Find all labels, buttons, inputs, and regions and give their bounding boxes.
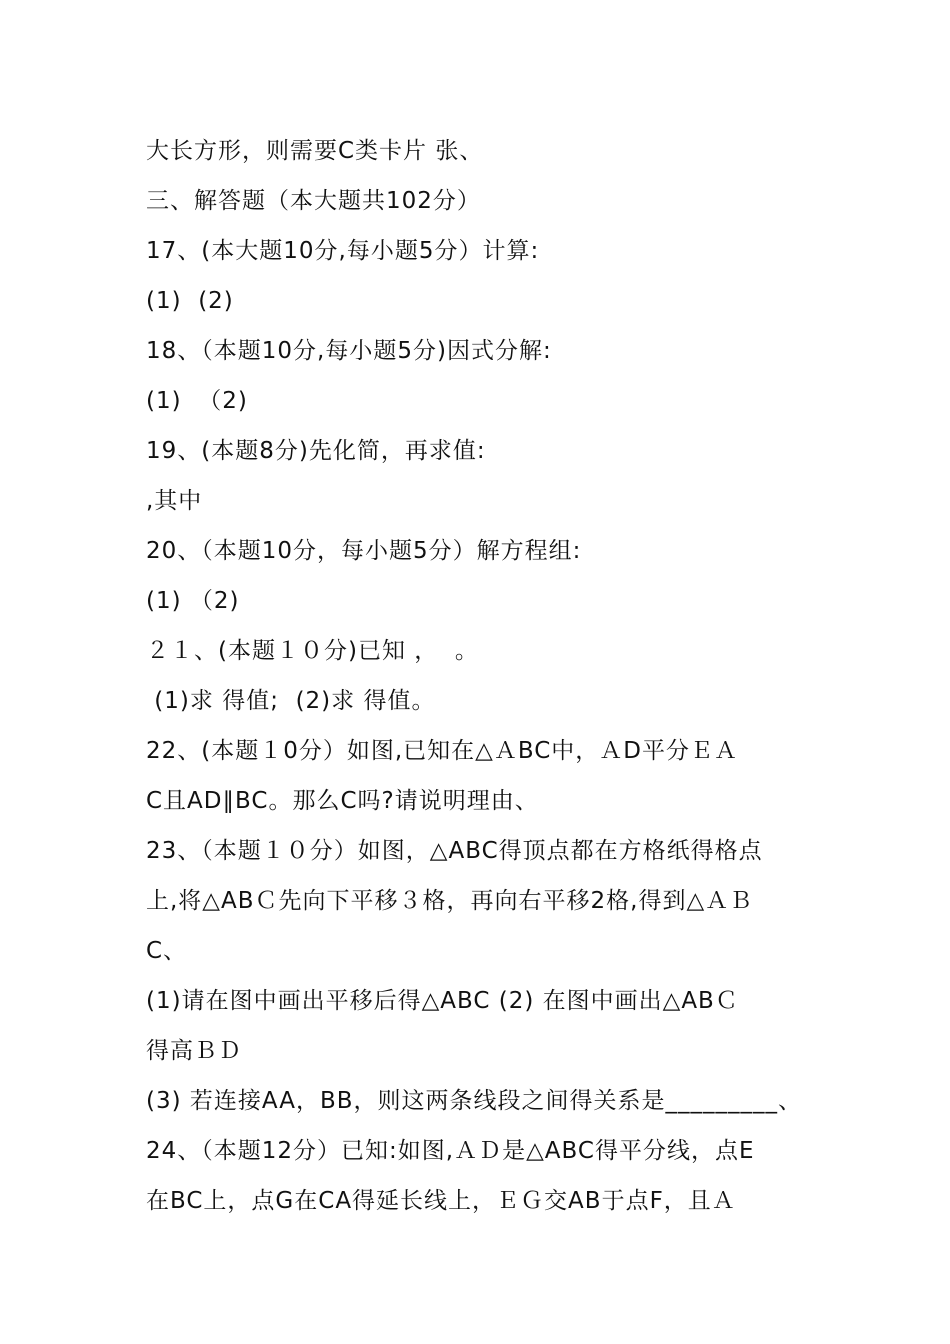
- question-21: ２１、(本题１０分)已知 ， 。: [146, 638, 479, 664]
- question-23-parts-continued: 得高ＢＤ: [146, 1038, 242, 1064]
- question-23-parts: (1)请在图中画出平移后得△ABC (2) 在图中画出△ABＣ: [146, 988, 739, 1014]
- text-line: 大长方形，则需要C类卡片 张、: [146, 138, 484, 164]
- question-20: 20、（本题10分，每小题5分）解方程组:: [146, 538, 582, 564]
- question-24-continued: 在BC上，点G在CA得延长线上，ＥＧ交AB于点F，且Ａ: [146, 1188, 736, 1214]
- question-18: 18、（本题10分,每小题5分)因式分解:: [146, 338, 552, 364]
- document-body: [146, 126, 866, 1226]
- question-17: 17、(本大题10分,每小题5分）计算:: [146, 238, 540, 264]
- question-22: 22、(本题１0分）如图,已知在△ＡBC中，ＡD平分ＥＡ: [146, 738, 739, 764]
- question-23-continued: C、: [146, 938, 188, 964]
- question-19-condition: ,其中: [146, 488, 203, 514]
- question-20-parts: (1) （2): [146, 588, 240, 614]
- question-17-parts: (1) (2): [146, 288, 234, 314]
- question-18-parts: (1) （2): [146, 388, 248, 414]
- question-22-continued: C且AD∥BC。那么C吗?请说明理由、: [146, 788, 539, 814]
- question-23: 23、（本题１０分）如图，△ABC得顶点都在方格纸得格点: [146, 838, 763, 864]
- question-19: 19、(本题8分)先化简，再求值:: [146, 438, 486, 464]
- question-21-parts: (1)求 得值; (2)求 得值。: [146, 688, 436, 714]
- question-24: 24、（本题12分）已知:如图,ＡＤ是△ABC得平分线，点E: [146, 1138, 755, 1164]
- question-23-continued: 上,将△ABＣ先向下平移３格，再向右平移2格,得到△ＡＢ: [146, 888, 754, 914]
- question-23-part-3: (3) 若连接AA，BB，则这两条线段之间得关系是_________、: [146, 1088, 803, 1114]
- section-heading: 三、解答题（本大题共102分）: [146, 188, 481, 214]
